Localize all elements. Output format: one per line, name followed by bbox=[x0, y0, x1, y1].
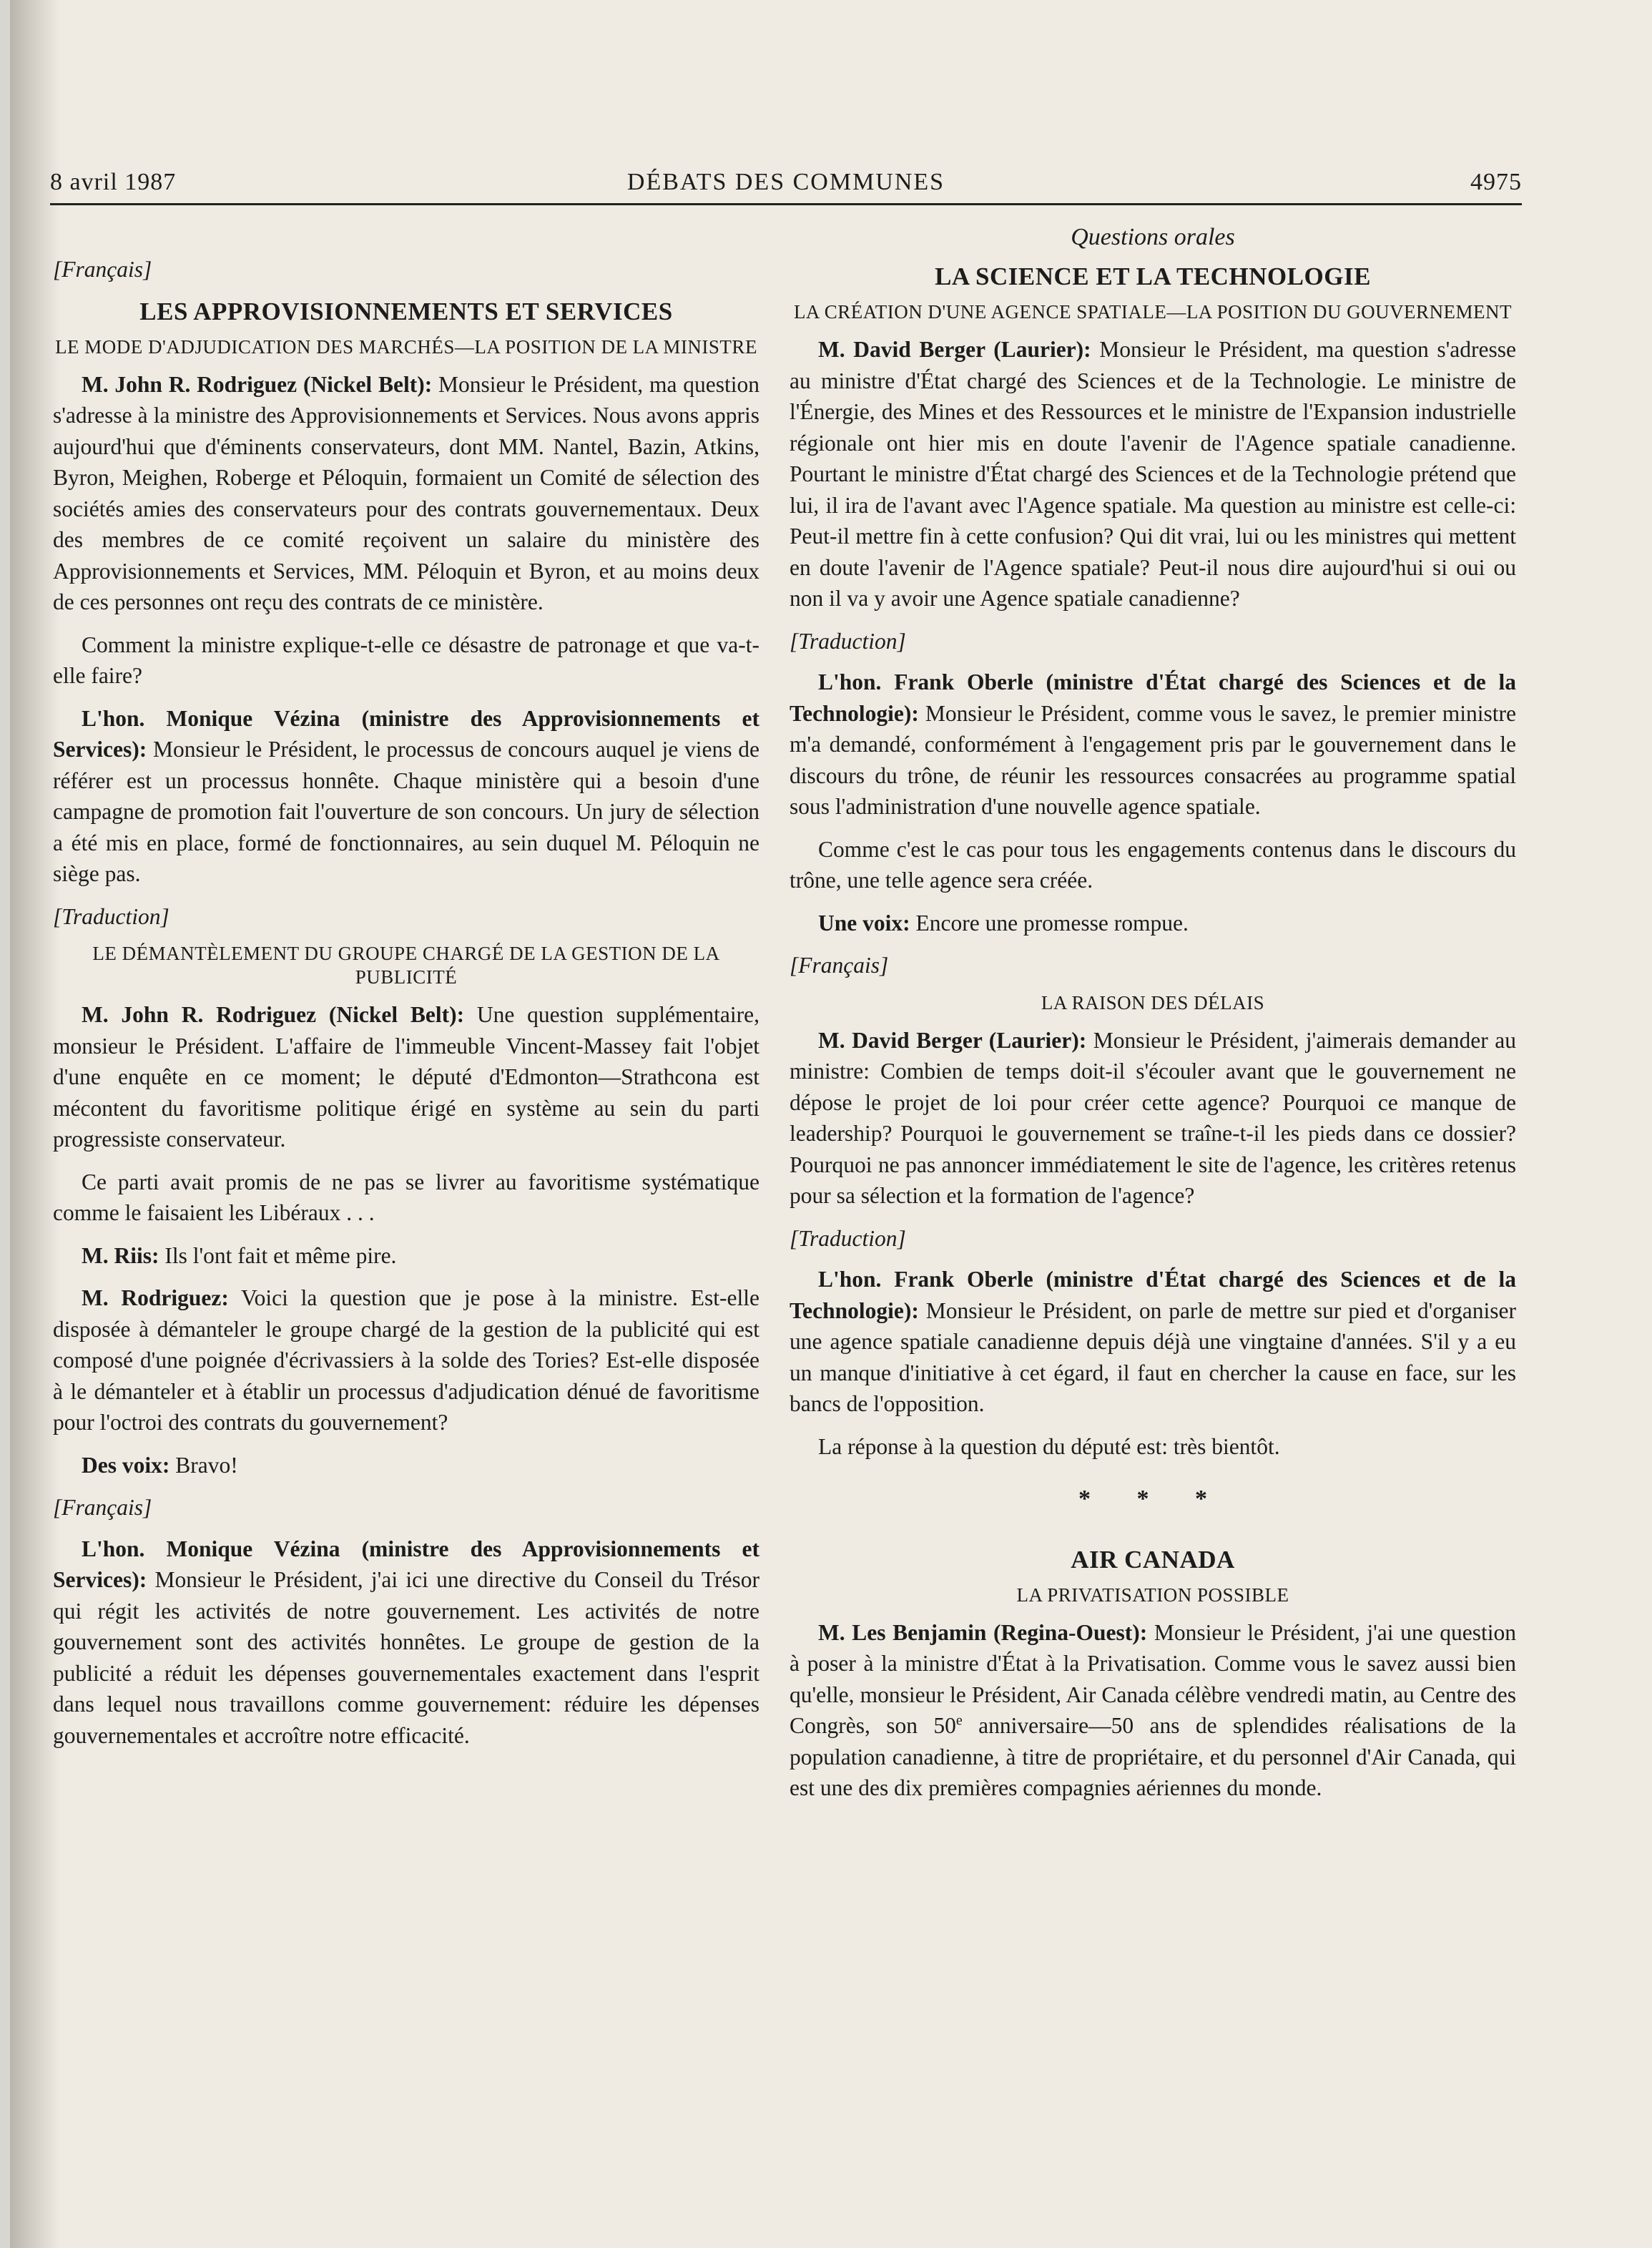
paragraph bbox=[53, 1240, 759, 1272]
running-head bbox=[50, 169, 1522, 203]
section-heading: AIR CANADA bbox=[1071, 1545, 1235, 1574]
paragraph bbox=[53, 1533, 759, 1752]
paragraph: Comme c'est le cas pour tous les engagements contenus dans le discours du trône, une telle agence sera créée. bbox=[790, 836, 1516, 893]
paragraph bbox=[53, 999, 759, 1155]
paragraph bbox=[790, 667, 1516, 823]
speech-text: Monsieur le Président, j'ai une question à poser à la ministre d'État à la Privatisation. Comme vous le savez aussi bien qu'elle, monsieur le Président, Air Canada célèbre vendredi matin, au Centre des Congrès, son 50 bbox=[790, 1619, 1517, 1738]
speech-text: Voici la question que je pose à la ministre. Est-elle disposée à démanteler le groupe chargé de la gestion de la publicité qui est composé d'une poignée d'écrivassiers à la solde des Tories? Est-elle disposée à le démanteler et à établir un processus d'adjudication dénué de favoritisme pour l'octroi des contrats du gouvernement? bbox=[53, 1285, 760, 1435]
section-kicker: Questions orales bbox=[1071, 224, 1235, 250]
speech-text: Ils l'ont fait et même pire. bbox=[159, 1242, 397, 1268]
language-marker: [Traduction] bbox=[790, 1225, 906, 1251]
speech-text: Monsieur le Président, on parle de mettre sur pied et d'organiser une agence spatiale canadienne depuis déjà une vingtaine d'années. S'il y a eu un manque d'initiative à cet égard, il faut en chercher la cause en face, sur les bancs de l'opposition. bbox=[790, 1297, 1516, 1416]
paragraph: La réponse à la question du député est: très bientôt. bbox=[818, 1433, 1280, 1459]
paragraph bbox=[53, 703, 759, 890]
speaker: L'hon. Monique Vézina (ministre des Approvisionnements et Services): bbox=[53, 1536, 759, 1592]
paragraph bbox=[790, 1264, 1516, 1420]
header-journal-title: DÉBATS DES COMMUNES bbox=[626, 169, 945, 195]
speaker: M. David Berger (Laurier): bbox=[818, 337, 1091, 362]
speech-text: Bravo! bbox=[169, 1452, 238, 1478]
paragraph bbox=[790, 1025, 1516, 1212]
language-marker: [Traduction] bbox=[790, 628, 906, 654]
section-heading: LES APPROVISIONNEMENTS ET SERVICES bbox=[139, 297, 673, 325]
speech-text: Monsieur le Président, ma question s'adresse au ministre d'État chargé des Sciences et de la Technologie. Le ministre de l'Énergie, des Mines et des Ressources et le ministre de l'Expansion industrielle régionale ont hier mis en doute l'avenir de l'Agence spatiale canadienne. Pourtant le ministre d'État chargé des Sciences et de la Technologie prétend que lui, il ira de l'avant avec l'Agence spatiale. Ma question au ministre est celle-ci: Peut-il mettre fin à cette confusion? Qui dit vrai, lui ou les ministres qui mettent en doute l'avenir de l'Agence spatiale? Peut-il nous dire aujourd'hui si oui ou non il va y avoir une Agence spatiale canadienne? bbox=[790, 337, 1516, 611]
subheading: LE MODE D'ADJUDICATION DES MARCHÉS—LA POSITION DE LA MINISTRE bbox=[55, 335, 757, 358]
speech-text: Encore une promesse rompue. bbox=[910, 910, 1189, 936]
speech-text: anniversaire—50 ans de splendides réalisations de la population canadienne, à titre de propriétaire, et du personnel d'Air Canada, qui est une des dix premières compagnies aériennes du monde. bbox=[790, 1713, 1516, 1800]
paragraph bbox=[53, 1282, 759, 1438]
subheading: LA CRÉATION D'UNE AGENCE SPATIALE—LA POSITION DU GOUVERNEMENT bbox=[793, 301, 1513, 323]
section-separator: * * * bbox=[1078, 1486, 1227, 1512]
left-column bbox=[53, 254, 759, 1762]
speaker: M. Rodriguez: bbox=[82, 1285, 229, 1310]
speaker: L'hon. Monique Vézina (ministre des Approvisionnements et Services): bbox=[53, 705, 759, 762]
speaker: Une voix: bbox=[818, 910, 910, 936]
speaker: M. Riis: bbox=[82, 1242, 159, 1268]
right-column bbox=[790, 222, 1516, 1815]
subheading: LE DÉMANTÈLEMENT DU GROUPE CHARGÉ DE LA GESTION DE LA PUBLICITÉ bbox=[92, 943, 720, 988]
speaker: M. Les Benjamin (Regina-Ouest): bbox=[818, 1619, 1148, 1645]
section-heading: LA SCIENCE ET LA TECHNOLOGIE bbox=[935, 262, 1371, 290]
speech-text: Une question supplémentaire, monsieur le Président. L'affaire de l'immeuble Vincent-Massey fait l'objet d'une enquête en ce moment; le député d'Edmonton—Strathcona est mécontent du favoritisme politique érigé en système au sein du parti progressiste conservateur. bbox=[53, 1002, 759, 1152]
speaker: L'hon. Frank Oberle (ministre d'État chargé des Sciences et de la Technologie): bbox=[790, 669, 1516, 726]
speaker: Des voix: bbox=[82, 1452, 170, 1478]
speech-text: Monsieur le Président, j'ai ici une directive du Conseil du Trésor qui régit les activités de notre gouvernement. Les activités de notre gouvernement sont des activités honnêtes. Le groupe de gestion de la publicité a réduit les dépenses gouvernementales exactement dans l'esprit dans lequel nous travaillons comme gouvernement: réduire les dépenses gouvernementales et accroître notre efficacité. bbox=[53, 1567, 759, 1748]
header-rule bbox=[50, 203, 1522, 205]
subheading: LA PRIVATISATION POSSIBLE bbox=[1016, 1584, 1289, 1606]
ordinal-superscript: e bbox=[955, 1712, 963, 1729]
paragraph bbox=[790, 334, 1516, 614]
page bbox=[10, 0, 1652, 2248]
speaker: M. John R. Rodriguez (Nickel Belt): bbox=[82, 371, 433, 397]
language-marker: [Français] bbox=[790, 953, 889, 978]
speech-text: Monsieur le Président, le processus de concours auquel je viens de référer est un processus honnête. Chaque ministère qui a besoin d'une campagne de promotion fait l'ouverture de son concours. Un jury de sélection a été mis en place, formé de fonctionnaires, au sein duquel M. Péloquin ne siège pas. bbox=[53, 737, 759, 886]
language-marker: [Français] bbox=[53, 257, 152, 282]
speech-text: Monsieur le Président, ma question s'adresse à la ministre des Approvisionnements et Services. Nous avons appris aujourd'hui que d'éminents conservateurs, dont MM. Nantel, Bazin, Atkins, Byron, Meighen, Roberge et Péloquin, formaient un Comité de sélection des sociétés amies des conservateurs pour des contrats gouvernementaux. Deux des membres de ce comité reçoivent un salaire du ministère des Approvisionnements et Services, MM. Péloquin et Byron, et au moins deux de ces personnes ont reçu des contrats de ce ministère. bbox=[53, 371, 759, 614]
header-page-number: 4975 bbox=[1470, 169, 1522, 195]
header-date: 8 avril 1987 bbox=[50, 169, 177, 195]
paragraph: Ce parti avait promis de ne pas se livrer au favoritisme systématique comme le faisaient les Libéraux . . . bbox=[53, 1169, 759, 1225]
paragraph bbox=[790, 1617, 1516, 1804]
language-marker: [Français] bbox=[53, 1495, 152, 1520]
speech-text: Monsieur le Président, j'aimerais demander au ministre: Combien de temps doit-il s'écouler avant que le gouvernement ne dépose le projet de loi pour créer cette agence? Pourquoi ce manque de leadership? Pourquoi le gouvernement se traîne-t-il les pieds dans ce dossier? Pourquoi ne pas annoncer immédiatement le site de l'agence, les critères retenus pour sa sélection et la formation de l'agence? bbox=[790, 1027, 1516, 1208]
subheading: LA RAISON DES DÉLAIS bbox=[1041, 991, 1265, 1013]
paragraph bbox=[790, 908, 1516, 939]
speaker: L'hon. Frank Oberle (ministre d'État chargé des Sciences et de la Technologie): bbox=[790, 1267, 1516, 1323]
speaker: M. John R. Rodriguez (Nickel Belt): bbox=[82, 1002, 465, 1027]
language-marker: [Traduction] bbox=[53, 903, 169, 929]
paragraph: Comment la ministre explique-t-elle ce désastre de patronage et que va-t-elle faire? bbox=[53, 632, 759, 688]
paragraph bbox=[53, 1450, 759, 1481]
speaker: M. David Berger (Laurier): bbox=[818, 1027, 1087, 1053]
speech-text: Monsieur le Président, comme vous le savez, le premier ministre m'a demandé, conformément à l'engagement pris par le gouvernement dans le discours du trône, de réunir les ressources consacrées au programme spatial sous l'administration d'une nouvelle agence spatiale. bbox=[790, 700, 1516, 819]
paragraph bbox=[53, 369, 759, 618]
